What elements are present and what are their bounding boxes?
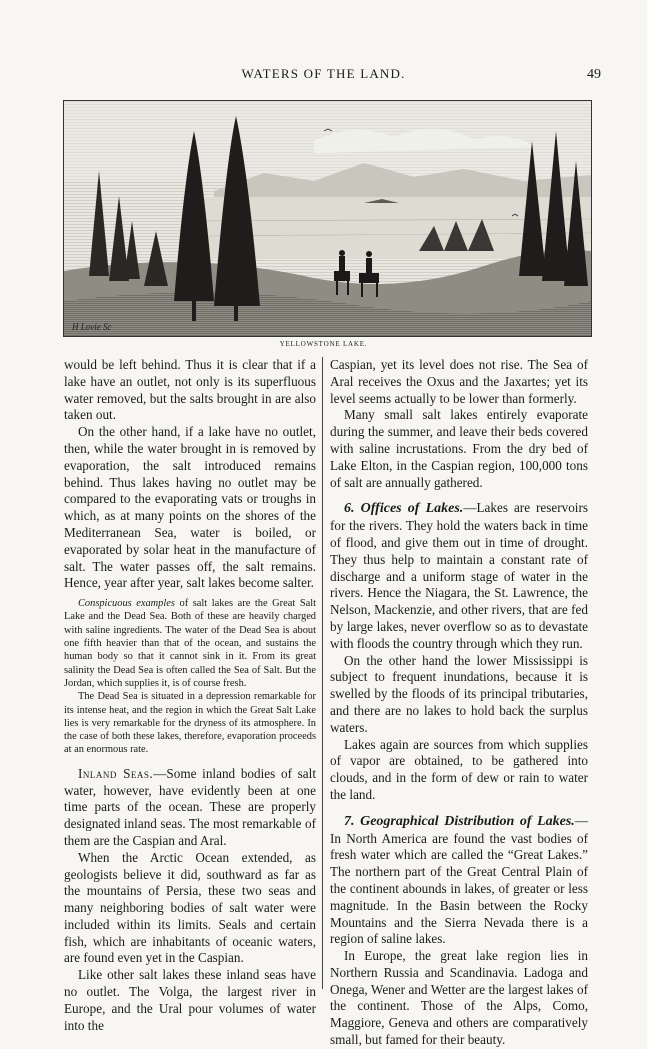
paragraph: On the other hand, if a lake have no outlet, then, while the water brought in is removed by evaporation, the salt introduced remains behind. Thus lakes having no outlet may be compared to the evaporating vats or troughs in which, as at many points on the shores of the Mediterranean Sea, water is boiled, or evaporated by solar heat in the manufacture of salt. The water passes off, the salt remains. Hence, year after year, salt lakes become salter.	[64, 424, 316, 591]
paragraph: Many small salt lakes entirely evaporate during the summer, and leave their beds covered with saline incrustations. From the dry bed of Lake Elton, in the Caspian region, 100,000 tons of salt are annually gathered.	[330, 407, 588, 490]
column-divider	[322, 357, 323, 989]
paragraph: Caspian, yet its level does not rise. The Sea of Aral receives the Oxus and the Jaxartes; yet its level seems actually to be lower than formerly.	[330, 357, 588, 406]
engraver-signature: H Lovie Sc	[72, 322, 112, 332]
running-title: WATERS OF THE LAND.	[241, 66, 406, 81]
paragraph: On the other hand the lower Mississippi is subject to frequent inundations, because it is swelled by the floods of its principal tributaries, and there are no lakes to hold back the surplus waters.	[330, 652, 588, 735]
right-column	[330, 357, 588, 1049]
paragraph: would be left behind. Thus it is clear that if a lake have an outlet, not only is its superfluous water removed, but the salts brought in are also taken out.	[64, 357, 316, 423]
note-lead: Conspicuous examples	[78, 598, 175, 610]
paragraph: In Europe, the great lake region lies in Northern Russia and Scandinavia. Ladoga and Onega, Wener and Wetter are the largest lakes of the continent. Those of the Alps, Como, Maggiore, Geneva and others are comparatively small, but famed for their beauty.	[330, 948, 588, 1048]
left-column	[64, 357, 316, 1034]
paragraph: Like other salt lakes these inland seas have no outlet. The Volga, the largest river in Europe, and the Ural pour volumes of water into the	[64, 967, 316, 1033]
section-head: 6. Offices of Lakes.	[344, 501, 464, 517]
yellowstone-lake-engraving	[63, 100, 592, 337]
note-paragraph: The Dead Sea is situated in a depression remarkable for its intense heat, and the region in which the Great Salt Lake lies is very remarkable for the dryness of its atmosphere. In the case of both these lakes, therefore, evaporation proceeds at an enormous rate.	[64, 691, 316, 756]
running-head	[0, 66, 647, 86]
paragraph	[330, 500, 588, 652]
page-number: 49	[587, 67, 601, 82]
paragraph	[330, 813, 588, 948]
note-paragraph	[64, 597, 316, 690]
section-text: —Some inland bodies of salt water, however, have evidently been at one time parts of the ocean. These are properly designated inland seas. The most remarkable of them are the Caspian and Aral.	[64, 765, 316, 848]
section-head: 7. Geographical Distribution of Lakes.	[344, 813, 575, 829]
section-text: —In North America are found the vast bodies of fresh water which are called the “Great Lakes.” The northern part of the Great Central Plain of the continent abounds in lakes, of greater or less magnitude. In the Basin between the Rocky Mountains and the Sierra Nevada there is a region of saline lakes.	[330, 812, 588, 947]
note-text: of salt lakes are the Great Salt Lake and the Dead Sea. Both of these are heavily charged with saline ingredients. The water of the Dead Sea is about one fifth heavier than that of the ocean, and sustains the human body so that it cannot sink in it. From its great salinity the Dead Sea is often called the Sea of Salt. But the Jordan, which supplies it, is of course fresh.	[64, 598, 316, 689]
section-head: Inland Seas.	[78, 765, 154, 781]
paragraph	[64, 766, 316, 850]
paragraph: Lakes again are sources from which supplies of vapor are obtained, to be gathered into clouds, and in the form of dew or rain to water the land.	[330, 736, 588, 802]
figure-caption: YELLOWSTONE LAKE.	[279, 340, 368, 348]
section-text: —Lakes are reservoirs for the rivers. They hold the waters back in time of flood, and give them out in time of drought. They thus help to maintain a constant rate of discharge and a uniform stage of water in the rivers. Hence the Niagara, the St. Lawrence, the Nelson, Mackenzie, and other rivers, that are fed by large lakes, never overflow so as to devastate with floods the country through which they run.	[330, 500, 588, 651]
paragraph: When the Arctic Ocean extended, as geologists believe it did, southward as far as the mountains of Persia, these two seas and many neighboring bodies of salt water were included within its limits. Seals and certain fish, which are inhabitants of oceanic waters, are found even yet in the Caspian.	[64, 849, 316, 966]
